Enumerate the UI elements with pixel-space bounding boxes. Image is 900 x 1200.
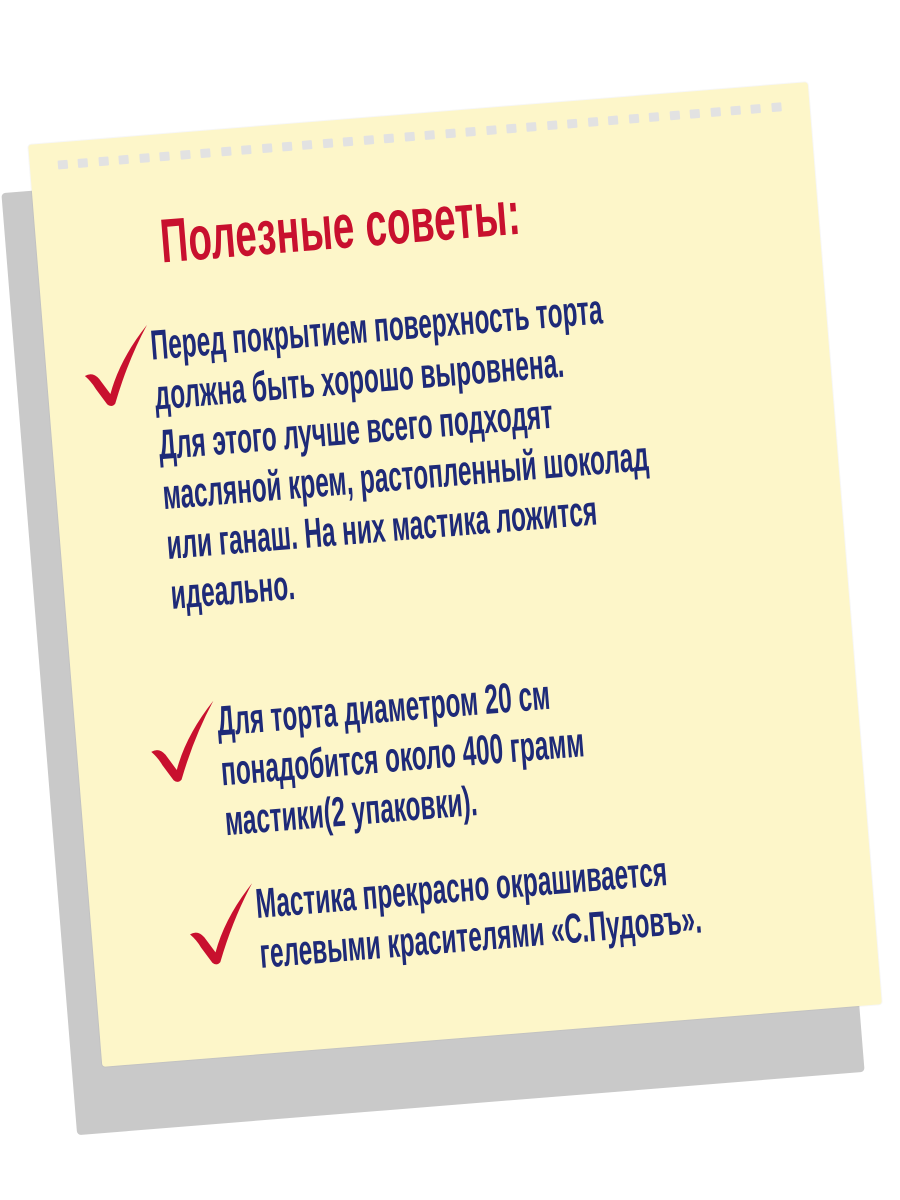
checkmark-icon [77, 321, 157, 411]
tip-text: Мастика прекрасно окрашивается гелевыми красителями «С.Пудовъ». [253, 847, 704, 977]
tip-text: Перед покрытием поверхность торта должна быть хорошо выровнена. Для этого лучше всего подходят масляной крем, растопленный шоколад или ганаш. На них мастика ложится идеально. [148, 285, 651, 618]
note-title: Полезные советы: [157, 178, 523, 277]
checkmark-icon [182, 879, 262, 969]
perforation-strip [58, 102, 783, 172]
checkmark-icon [143, 696, 223, 786]
tip-text: Для торта диаметром 20 см понадобится около 400 грамм мастики(2 упаковки). [215, 670, 586, 845]
note-sheet [28, 82, 882, 1067]
